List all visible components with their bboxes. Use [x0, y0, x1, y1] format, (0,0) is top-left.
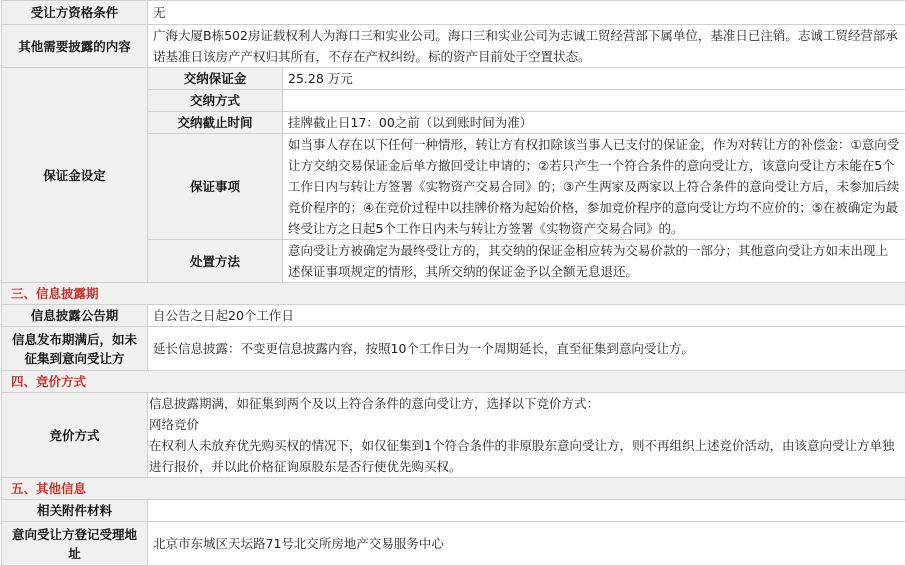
other-disclosure-value: 广海大厦B栋502房证载权利人为海口三和实业公司。海口三和实业公司为志诚工贸经营部下属单位，基准日已注销。志诚工贸经营部承诺基准日该房产产权归其所有，不存在产权纠纷。标的资产目前处于空置状态。	[148, 25, 906, 68]
no-bidder-label: 信息发布期满后，如未征集到意向受让方	[2, 327, 148, 371]
listing-info-table	[1, 0, 906, 566]
deposit-amount-label: 交纳保证金	[148, 68, 283, 90]
registration-address-row	[2, 522, 906, 566]
deposit-settings-label: 保证金设定	[2, 68, 148, 283]
bidding-method-line3: 在权利人未放弃优先购买权的情况下，如仅征集到1个符合条件的非原股东意向受让方，则不再组织上述竞价活动，由该意向受让方单独进行报价，并以此价格征询原股东是否行使优先购买权。	[149, 438, 895, 474]
section4-title: 四、竞价方式	[2, 371, 906, 393]
announcement-period-label: 信息披露公告期	[2, 305, 148, 327]
section3-header-row	[2, 283, 906, 305]
section3-title: 三、信息披露期	[2, 283, 906, 305]
announcement-row	[2, 305, 906, 327]
section5-title: 五、其他信息	[2, 478, 906, 500]
deposit-method-label: 交纳方式	[148, 90, 283, 112]
bidding-method-line2: 网络竞价	[149, 417, 200, 432]
attachments-row	[2, 500, 906, 522]
section4-header-row	[2, 371, 906, 393]
registration-address-value: 北京市东城区天坛路71号北交所房地产交易服务中心	[148, 522, 906, 566]
attachments-label: 相关附件材料	[2, 500, 148, 522]
no-bidder-value: 延长信息披露：不变更信息披露内容，按照10个工作日为一个周期延长，直至征集到意向受让方。	[148, 327, 906, 371]
bidding-method-row	[2, 393, 906, 478]
deposit-deadline-value: 挂牌截止日17：00之前（以到账时间为准）	[283, 112, 906, 134]
section5-header-row	[2, 478, 906, 500]
announcement-period-value: 自公告之日起20个工作日	[148, 305, 906, 327]
attachments-value	[148, 500, 906, 522]
deposit-matters-value: 如当事人存在以下任何一种情形，转让方有权扣除该当事人已支付的保证金，作为对转让方的补偿金：①意向受让方交纳交易保证金后单方撤回受让申请的；②若只产生一个符合条件的意向受让方，该意向受让方未能在5个工作日内与转让方签署《实物资产交易合同》的；③产生两家及两家以上符合条件的意向受让方后，未参加后续竞价程序的；④在竞价过程中以挂牌价格为起始价格，参加竞价程序的意向受让方均不应价的；⑤在被确定为最终受让方之日起5个工作日内未与转让方签署《实物资产交易合同》的。	[283, 134, 906, 240]
deposit-method-value	[283, 90, 906, 112]
qualification-value: 无	[148, 1, 906, 25]
bidding-method-line1: 信息披露期满，如征集到两个及以上符合条件的意向受让方，选择以下竞价方式：	[149, 396, 600, 411]
deposit-disposal-value: 意向受让方被确定为最终受让方的，其交纳的保证金相应转为交易价款的一部分；其他意向受让方如未出现上述保证事项规定的情形，其所交纳的保证金予以全额无息退还。	[283, 240, 906, 283]
no-bidder-row	[2, 327, 906, 371]
deposit-matters-label: 保证事项	[148, 134, 283, 240]
other-disclosure-row	[2, 25, 906, 68]
other-disclosure-label: 其他需要披露的内容	[2, 25, 148, 68]
qualification-label: 受让方资格条件	[2, 1, 148, 25]
registration-address-label: 意向受让方登记受理地址	[2, 522, 148, 566]
deposit-amount-row	[2, 68, 906, 90]
bidding-method-label: 竞价方式	[2, 393, 148, 478]
deposit-deadline-label: 交纳截止时间	[148, 112, 283, 134]
deposit-amount-value: 25.28 万元	[283, 68, 906, 90]
qualification-row	[2, 1, 906, 25]
deposit-disposal-label: 处置方法	[148, 240, 283, 283]
bidding-method-value	[148, 393, 906, 478]
